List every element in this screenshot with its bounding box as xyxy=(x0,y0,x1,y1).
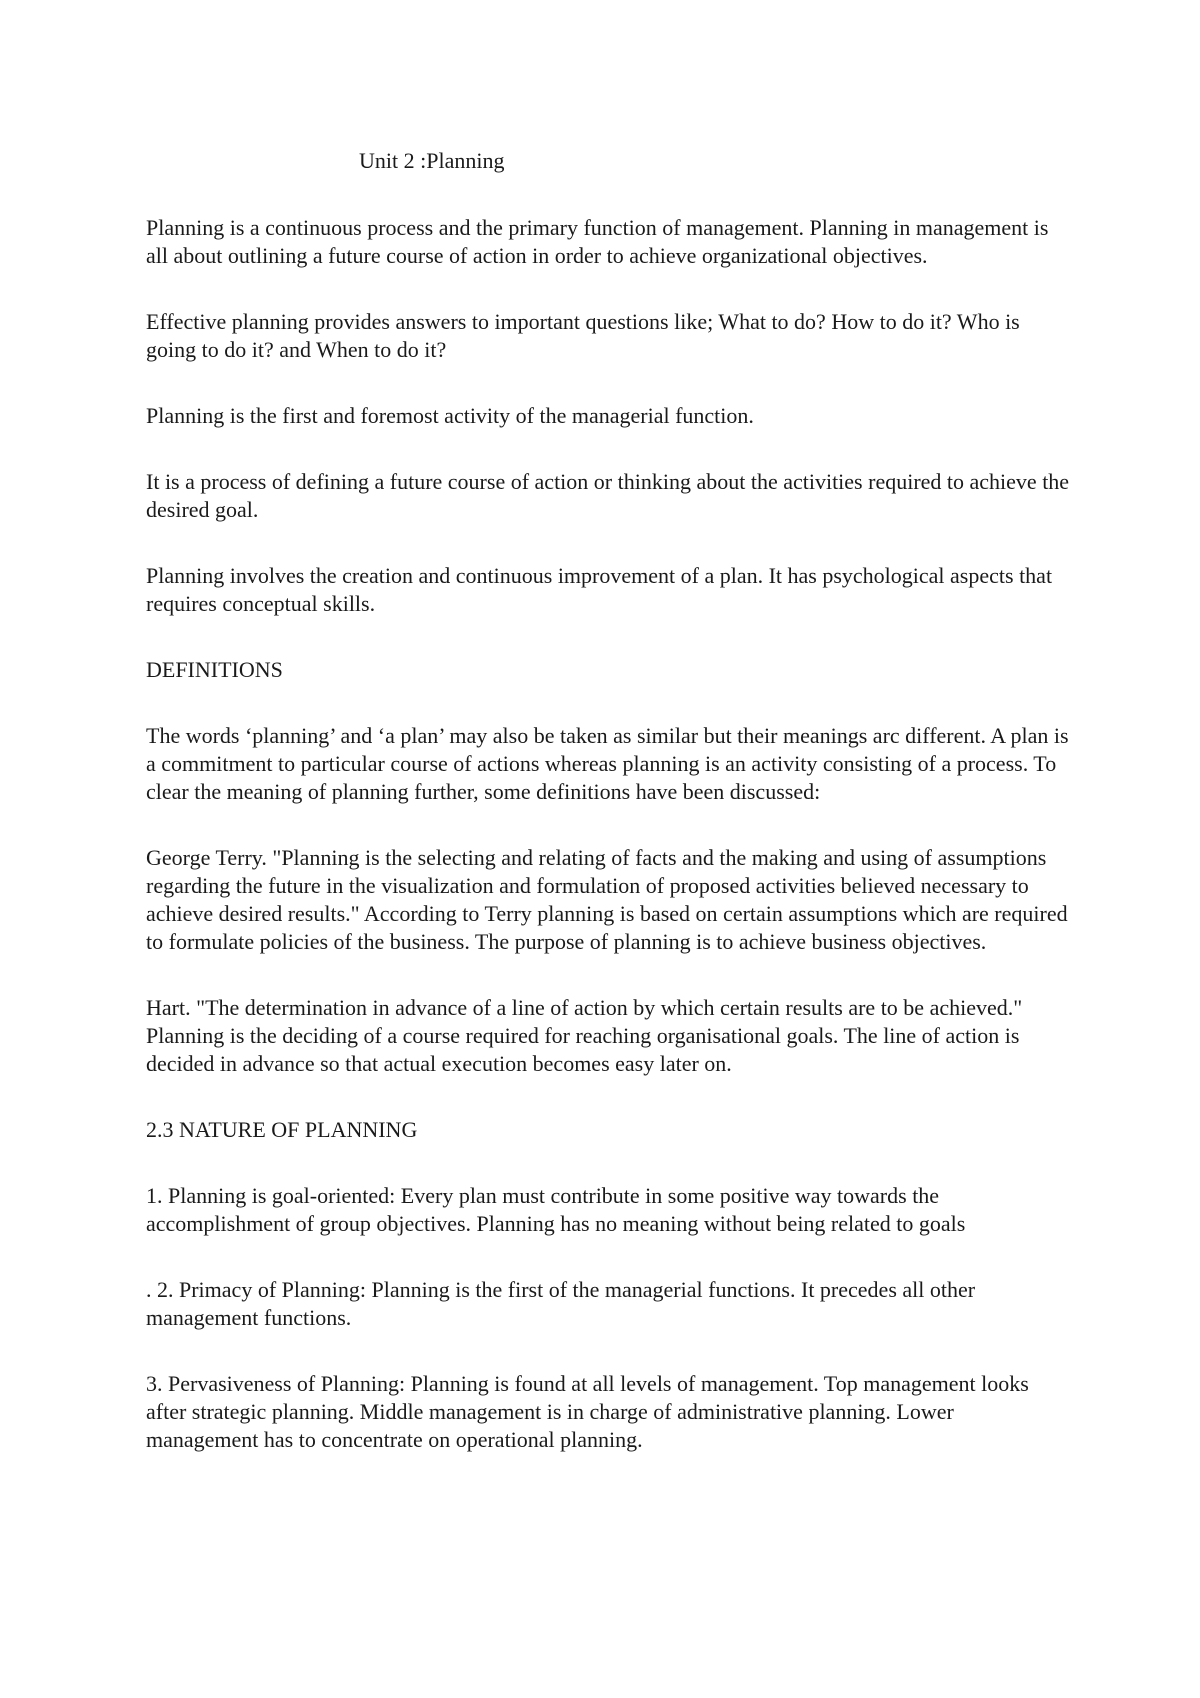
paragraph-george-terry-definition: George Terry. "Planning is the selecting and relating of facts and the making and using of assumptions regarding the future in the visualization and formulation of proposed activities believed necessary to achieve desired results." According to Terry planning is based on certain assumptions which are required to formulate policies of the business. The purpose of planning is to achieve business objectives. xyxy=(146,845,1068,954)
paragraph-planning-vs-plan: The words ‘planning’ and ‘a plan’ may also be taken as similar but their meanings arc different. A plan is a commitment to particular course of actions whereas planning is an activity consisting of a process. To clear the meaning of planning further, some definitions have been discussed: xyxy=(146,723,1069,804)
paragraph-psychological-aspects: Planning involves the creation and continuous improvement of a plan. It has psychological aspects that requires conceptual skills. xyxy=(146,563,1053,616)
list-item-pervasiveness-of-planning: 3. Pervasiveness of Planning: Planning is found at all levels of management. Top management looks after strategic planning. Middle management is in charge of administrative planning. Lower management has to concentrate on operational planning. xyxy=(146,1371,1029,1452)
page-title: Unit 2 :Planning xyxy=(359,148,505,173)
list-item-primacy-of-planning: . 2. Primacy of Planning: Planning is the first of the managerial functions. It precedes all other management functions. xyxy=(146,1277,976,1330)
document-body xyxy=(146,214,1071,1492)
list-item-goal-oriented: 1. Planning is goal-oriented: Every plan must contribute in some positive way towards the accomplishment of group objectives. Planning has no meaning without being related to goals xyxy=(146,1183,966,1236)
paragraph-planning-intro: Planning is a continuous process and the primary function of management. Planning in management is all about outlining a future course of action in order to achieve organizational objectives. xyxy=(146,215,1049,268)
paragraph-first-activity: Planning is the first and foremost activity of the managerial function. xyxy=(146,403,754,428)
paragraph-effective-planning: Effective planning provides answers to important questions like; What to do? How to do it? Who is going to do it? and When to do it? xyxy=(146,309,1020,362)
section-heading-definitions: DEFINITIONS xyxy=(146,657,283,682)
paragraph-process-definition: It is a process of defining a future course of action or thinking about the activities required to achieve the desired goal. xyxy=(146,469,1070,522)
paragraph-hart-definition: Hart. "The determination in advance of a line of action by which certain results are to be achieved." Planning is the deciding of a course required for reaching organisational goals. The line of action is decided in advance so that actual execution becomes easy later on. xyxy=(146,995,1023,1076)
section-heading-nature-of-planning: 2.3 NATURE OF PLANNING xyxy=(146,1117,418,1142)
